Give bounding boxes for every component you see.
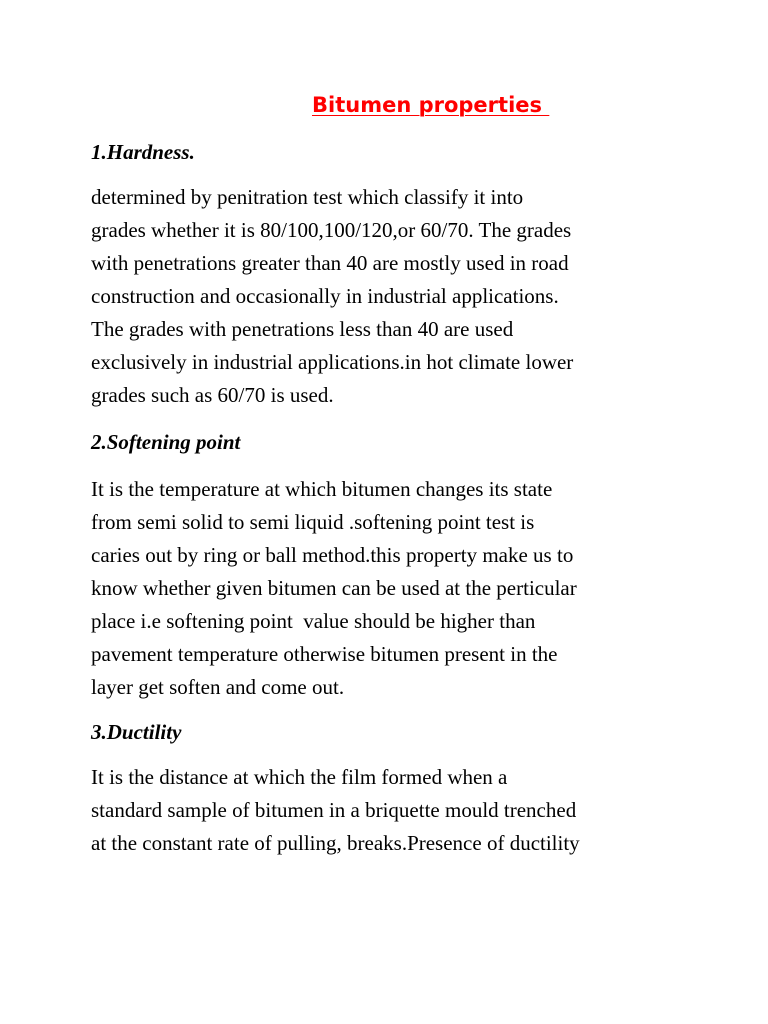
body-line: with penetrations greater than 40 are mostly used in road (91, 251, 569, 275)
body-line: pavement temperature otherwise bitumen present in the (91, 642, 558, 666)
body-line: grades such as 60/70 is used. (91, 383, 334, 407)
body-line: standard sample of bitumen in a briquette mould trenched (91, 798, 577, 822)
section-heading-hardness: 1.Hardness. (91, 140, 195, 164)
body-line: caries out by ring or ball method.this property make us to (91, 543, 574, 567)
section-body-hardness (91, 181, 731, 412)
section-heading-ductility: 3.Ductility (91, 720, 182, 744)
body-line: place i.e softening point value should be higher than (91, 609, 536, 633)
body-line: construction and occasionally in industrial applications. (91, 284, 559, 308)
body-line: It is the distance at which the film formed when a (91, 765, 508, 789)
body-line: layer get soften and come out. (91, 675, 345, 699)
section-heading-softening-point: 2.Softening point (91, 430, 241, 454)
body-line: It is the temperature at which bitumen changes its state (91, 477, 553, 501)
body-line: from semi solid to semi liquid .softening point test is (91, 510, 535, 534)
section-body-softening-point (91, 473, 731, 704)
body-line: at the constant rate of pulling, breaks.Presence of ductility (91, 831, 580, 855)
body-line: exclusively in industrial applications.in hot climate lower (91, 350, 574, 374)
section-body-ductility (91, 761, 731, 860)
body-line: determined by penitration test which classify it into (91, 185, 524, 209)
body-line: know whether given bitumen can be used at the perticular (91, 576, 577, 600)
document-title: Bitumen properties (312, 93, 550, 117)
body-line: The grades with penetrations less than 40 are used (91, 317, 514, 341)
body-line: grades whether it is 80/100,100/120,or 60/70. The grades (91, 218, 572, 242)
